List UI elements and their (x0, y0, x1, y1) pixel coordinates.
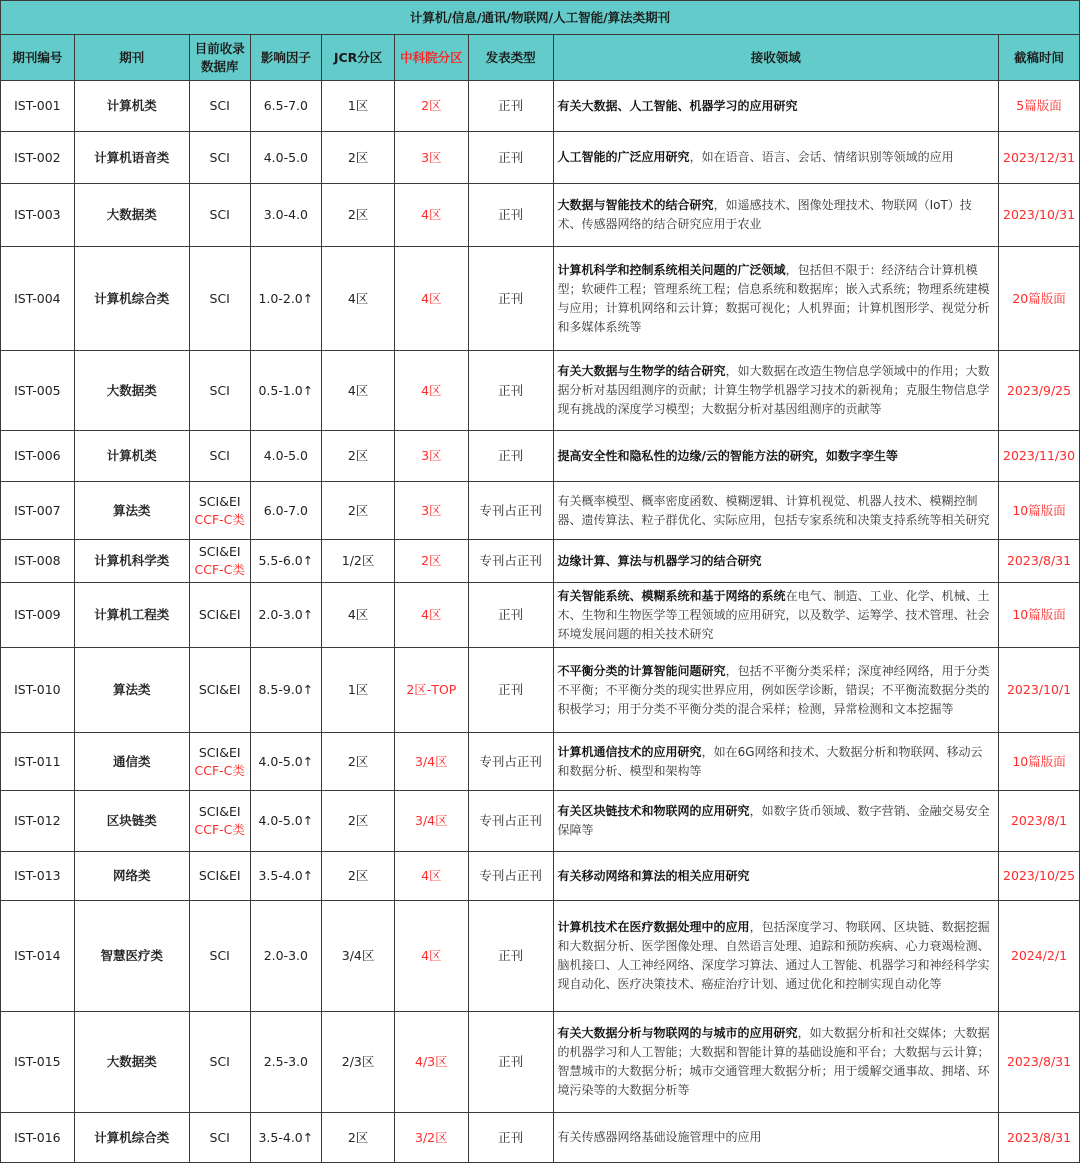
deadline: 10篇版面 (999, 583, 1080, 648)
database-cell (189, 583, 250, 648)
publication-type: 专刊占正刊 (468, 733, 553, 791)
journal-id: IST-015 (1, 1012, 75, 1113)
impact-factor: 0.5-1.0↑ (250, 351, 322, 431)
jcr-quartile: 4区 (322, 351, 395, 431)
header-id: 期刊编号 (1, 35, 75, 81)
journal-category: 大数据类 (74, 1012, 189, 1113)
field-detail: ，包括但不限于：经济结合计算机模型；软硬件工程；管理系统工程；信息系统和数据库；嵌入式系统；物理系统建模与应用；计算机网络和云计算；数据可视化；人机界面；计算机图形学、视觉分析和多媒体系统等 (557, 262, 990, 334)
ccf-badge: CCF-C类 (194, 762, 245, 778)
journal-category: 大数据类 (74, 351, 189, 431)
journal-category: 通信类 (74, 733, 189, 791)
impact-factor: 6.0-7.0 (250, 482, 322, 540)
header-journal: 期刊 (74, 35, 189, 81)
cas-quartile: 3/2区 (394, 1113, 468, 1163)
publication-type: 专刊占正刊 (468, 791, 553, 852)
database: SCI&EI (198, 544, 241, 559)
database: SCI (209, 98, 230, 113)
ccf-badge: CCF-C类 (194, 562, 245, 577)
jcr-quartile: 1/2区 (322, 540, 395, 583)
impact-factor: 8.5-9.0↑ (250, 648, 322, 733)
accepted-field (553, 733, 999, 791)
cas-quartile: 4区 (394, 247, 468, 351)
jcr-quartile: 2区 (322, 733, 395, 791)
journal-id: IST-007 (1, 482, 75, 540)
jcr-quartile: 2区 (322, 852, 395, 901)
accepted-field (553, 852, 999, 901)
journal-category: 算法类 (74, 482, 189, 540)
journal-id: IST-013 (1, 852, 75, 901)
journal-id: IST-003 (1, 184, 75, 247)
header-cas: 中科院分区 (394, 35, 468, 81)
header-impact-factor: 影响因子 (250, 35, 322, 81)
publication-type: 专刊占正刊 (468, 540, 553, 583)
journal-id: IST-012 (1, 791, 75, 852)
field-detail: ，如大数据在改造生物信息学领域中的作用；大数据分析对基因组测序的贡献；计算生物学机器学习技术的新视角；克服生物信息学现有挑战的深度学习模型；大数据分析对基因组测序的贡献等 (557, 364, 990, 416)
accepted-field (553, 482, 999, 540)
journal-category: 计算机类 (74, 81, 189, 132)
field-detail: ，如在语音、语言、会话、情绪识别等领域的应用 (689, 150, 954, 164)
deadline: 2023/8/31 (999, 1113, 1080, 1163)
deadline: 10篇版面 (999, 482, 1080, 540)
journal-category: 计算机综合类 (74, 1113, 189, 1163)
table-row (1, 733, 1080, 791)
table-row (1, 791, 1080, 852)
impact-factor: 2.0-3.0↑ (250, 583, 322, 648)
table-row (1, 648, 1080, 733)
table-row (1, 1113, 1080, 1163)
table-row (1, 1012, 1080, 1113)
database-cell (189, 431, 250, 482)
table-row (1, 852, 1080, 901)
field-highlight: 有关区块链技术和物联网的应用研究 (557, 804, 750, 818)
database: SCI (209, 290, 230, 306)
journal-id: IST-008 (1, 540, 75, 583)
impact-factor: 3.5-4.0↑ (250, 852, 322, 901)
journal-id: IST-005 (1, 351, 75, 431)
journal-category: 区块链类 (74, 791, 189, 852)
field-highlight: 计算机通信技术的应用研究 (557, 744, 702, 759)
database: SCI (209, 149, 230, 165)
database: SCI&EI (198, 682, 241, 697)
database: SCI&EI (198, 804, 241, 819)
cas-quartile: 2区-TOP (394, 648, 468, 733)
cas-quartile: 3/4区 (394, 733, 468, 791)
journal-id: IST-011 (1, 733, 75, 791)
table-row (1, 247, 1080, 351)
database: SCI&EI (198, 744, 241, 760)
field-highlight: 计算机科学和控制系统相关问题的广泛领域 (557, 262, 786, 277)
database-cell (189, 852, 250, 901)
impact-factor: 5.5-6.0↑ (250, 540, 322, 583)
impact-factor: 3.0-4.0 (250, 184, 322, 247)
accepted-field (553, 901, 999, 1012)
cas-quartile: 3区 (394, 431, 468, 482)
jcr-quartile: 4区 (322, 247, 395, 351)
journal-id: IST-001 (1, 81, 75, 132)
accepted-field (553, 1012, 999, 1113)
accepted-field (553, 540, 999, 583)
deadline: 20篇版面 (999, 247, 1080, 351)
ccf-badge: CCF-C类 (194, 822, 245, 837)
field-detail: 有关传感器网络基础设施管理中的应用 (557, 1130, 762, 1144)
cas-quartile: 3/4区 (394, 791, 468, 852)
accepted-field (553, 648, 999, 733)
jcr-quartile: 2区 (322, 132, 395, 184)
publication-type: 正刊 (468, 431, 553, 482)
field-highlight: 人工智能的广泛应用研究 (557, 150, 690, 164)
impact-factor: 4.0-5.0 (250, 431, 322, 482)
field-detail: 有关概率模型、概率密度函数、模糊逻辑、计算机视觉、机器人技术、模糊控制器、遗传算法、粒子群优化、实际应用，包括专家系统和决策支持系统等相关研究 (557, 493, 990, 527)
publication-type: 正刊 (468, 901, 553, 1012)
field-highlight: 有关大数据分析与物联网的与城市的应用研究 (557, 1026, 798, 1040)
database: SCI (209, 448, 230, 463)
database: SCI (209, 382, 230, 398)
journal-id: IST-002 (1, 132, 75, 184)
journal-category: 大数据类 (74, 184, 189, 247)
field-detail: ，如大数据分析和社交媒体；大数据的机器学习和人工智能；大数据和智能计算的基础设施和平台；大数据与云计算；智慧城市的大数据分析；城市交通管理大数据分析；用于缓解交通事故、拥堵、环境污染等的大数据分析等 (557, 1026, 990, 1097)
journal-id: IST-010 (1, 648, 75, 733)
database: SCI (209, 1129, 230, 1145)
database-cell (189, 351, 250, 431)
jcr-quartile: 2区 (322, 482, 395, 540)
field-highlight: 有关移动网络和算法的相关应用研究 (557, 868, 750, 883)
database-cell (189, 1113, 250, 1163)
jcr-quartile: 2/3区 (322, 1012, 395, 1113)
publication-type: 正刊 (468, 247, 553, 351)
table-row (1, 184, 1080, 247)
field-highlight: 计算机技术在医疗数据处理中的应用 (557, 920, 750, 934)
database: SCI&EI (198, 493, 241, 509)
journal-id: IST-004 (1, 247, 75, 351)
table-row (1, 540, 1080, 583)
impact-factor: 4.0-5.0 (250, 132, 322, 184)
deadline: 2023/11/30 (999, 431, 1080, 482)
accepted-field (553, 431, 999, 482)
cas-quartile: 4区 (394, 351, 468, 431)
field-highlight: 有关智能系统、模糊系统和基于网络的系统 (557, 588, 786, 603)
journal-category: 计算机工程类 (74, 583, 189, 648)
field-detail: ，包括不平衡分类采样；深度神经网络，用于分类不平衡；不平衡分类的现实世界应用，例如医学诊断，错误；不平衡流数据分类的积极学习；用于分类不平衡分类的混合采样；检测，异常检测和文本挖掘等 (557, 663, 990, 716)
table-row (1, 81, 1080, 132)
cas-quartile: 4区 (394, 852, 468, 901)
jcr-quartile: 2区 (322, 184, 395, 247)
cas-quartile: 2区 (394, 540, 468, 583)
field-detail: ，如数字货币领域、数字营销、金融交易安全保障等 (557, 804, 990, 837)
database-cell (189, 482, 250, 540)
deadline: 2023/8/31 (999, 1012, 1080, 1113)
header-database: 目前收录 数据库 (189, 35, 250, 81)
deadline: 2023/10/1 (999, 648, 1080, 733)
table-title: 计算机/信息/通讯/物联网/人工智能/算法类期刊 (1, 1, 1080, 35)
journal-id: IST-006 (1, 431, 75, 482)
jcr-quartile: 2区 (322, 791, 395, 852)
impact-factor: 4.0-5.0↑ (250, 733, 322, 791)
cas-quartile: 3区 (394, 132, 468, 184)
jcr-quartile: 2区 (322, 431, 395, 482)
journal-category: 计算机科学类 (74, 540, 189, 583)
jcr-quartile: 4区 (322, 583, 395, 648)
accepted-field (553, 583, 999, 648)
jcr-quartile: 1区 (322, 81, 395, 132)
publication-type: 正刊 (468, 132, 553, 184)
deadline: 5篇版面 (999, 81, 1080, 132)
cas-quartile: 4区 (394, 184, 468, 247)
journal-category: 计算机语音类 (74, 132, 189, 184)
cas-quartile: 4/3区 (394, 1012, 468, 1113)
table-row (1, 431, 1080, 482)
publication-type: 正刊 (468, 648, 553, 733)
publication-type: 专刊占正刊 (468, 482, 553, 540)
database-cell (189, 791, 250, 852)
accepted-field (553, 132, 999, 184)
ccf-badge: CCF-C类 (194, 511, 245, 527)
cas-quartile: 4区 (394, 583, 468, 648)
impact-factor: 3.5-4.0↑ (250, 1113, 322, 1163)
deadline: 2023/10/25 (999, 852, 1080, 901)
database-cell (189, 132, 250, 184)
accepted-field (553, 351, 999, 431)
cas-quartile: 2区 (394, 81, 468, 132)
publication-type: 正刊 (468, 1012, 553, 1113)
database: SCI (209, 207, 230, 222)
table-row (1, 132, 1080, 184)
deadline: 2023/10/31 (999, 184, 1080, 247)
accepted-field (553, 184, 999, 247)
field-detail: ，如遥感技术、图像处理技术、物联网（IoT）技术、传感器网络的结合研究应用于农业 (557, 198, 972, 231)
jcr-quartile: 3/4区 (322, 901, 395, 1012)
database: SCI (209, 948, 230, 963)
journal-id: IST-016 (1, 1113, 75, 1163)
impact-factor: 1.0-2.0↑ (250, 247, 322, 351)
publication-type: 正刊 (468, 1113, 553, 1163)
journal-category: 计算机类 (74, 431, 189, 482)
publication-type: 正刊 (468, 184, 553, 247)
deadline: 2024/2/1 (999, 901, 1080, 1012)
database-cell (189, 1012, 250, 1113)
journal-category: 网络类 (74, 852, 189, 901)
field-highlight: 提高安全性和隐私性的边缘/云的智能方法的研究，如数字孪生等 (557, 448, 898, 463)
journal-category: 算法类 (74, 648, 189, 733)
database-cell (189, 648, 250, 733)
publication-type: 正刊 (468, 583, 553, 648)
publication-type: 正刊 (468, 81, 553, 132)
accepted-field (553, 247, 999, 351)
database-cell (189, 733, 250, 791)
database: SCI&EI (198, 868, 241, 883)
field-highlight: 大数据与智能技术的结合研究 (557, 198, 714, 212)
journal-category: 计算机综合类 (74, 247, 189, 351)
deadline: 2023/8/31 (999, 540, 1080, 583)
journal-category: 智慧医疗类 (74, 901, 189, 1012)
header-jcr: JCR分区 (322, 35, 395, 81)
publication-type: 正刊 (468, 351, 553, 431)
header-deadline: 截稿时间 (999, 35, 1080, 81)
cas-quartile: 4区 (394, 901, 468, 1012)
impact-factor: 4.0-5.0↑ (250, 791, 322, 852)
deadline: 2023/12/31 (999, 132, 1080, 184)
field-highlight: 不平衡分类的计算智能问题研究 (557, 663, 726, 678)
database: SCI&EI (198, 607, 241, 622)
field-highlight: 有关大数据、人工智能、机器学习的应用研究 (557, 98, 798, 113)
header-field: 接收领域 (553, 35, 999, 81)
field-detail: ，包括深度学习、物联网、区块链、数据挖掘和大数据分析、医学图像处理、自然语言处理、追踪和预防疾病、心力衰竭检测、脑机接口、人工神经网络、深度学习算法、通过人工智能、机器学习和神经科学实现自动化、医疗决策技术、癌症治疗计划、通过优化和控制实现自动化等 (557, 920, 990, 991)
jcr-quartile: 2区 (322, 1113, 395, 1163)
field-highlight: 有关大数据与生物学的结合研究 (557, 364, 726, 378)
table-row (1, 351, 1080, 431)
accepted-field (553, 81, 999, 132)
impact-factor: 6.5-7.0 (250, 81, 322, 132)
publication-type: 专刊占正刊 (468, 852, 553, 901)
deadline: 2023/9/25 (999, 351, 1080, 431)
table-row (1, 482, 1080, 540)
deadline: 2023/8/1 (999, 791, 1080, 852)
table-row (1, 583, 1080, 648)
database-cell (189, 81, 250, 132)
table-row (1, 901, 1080, 1012)
accepted-field (553, 1113, 999, 1163)
field-detail: 在电气、制造、工业、化学、机械、土木、生物和生物医学等工程领域的应用研究，以及数学、运筹学、技术管理、社会环境发展问题的相关技术研究 (557, 588, 990, 641)
impact-factor: 2.0-3.0 (250, 901, 322, 1012)
journal-id: IST-014 (1, 901, 75, 1012)
impact-factor: 2.5-3.0 (250, 1012, 322, 1113)
cas-quartile: 3区 (394, 482, 468, 540)
database-cell (189, 247, 250, 351)
database-cell (189, 184, 250, 247)
database: SCI (209, 1054, 230, 1069)
database-cell (189, 540, 250, 583)
field-highlight: 边缘计算、算法与机器学习的结合研究 (557, 553, 762, 568)
database-cell (189, 901, 250, 1012)
jcr-quartile: 1区 (322, 648, 395, 733)
accepted-field (553, 791, 999, 852)
journal-id: IST-009 (1, 583, 75, 648)
header-pub-type: 发表类型 (468, 35, 553, 81)
field-detail: ，如在6G网络和技术、大数据分析和物联网、移动云和数据分析、模型和架构等 (557, 744, 983, 778)
deadline: 10篇版面 (999, 733, 1080, 791)
